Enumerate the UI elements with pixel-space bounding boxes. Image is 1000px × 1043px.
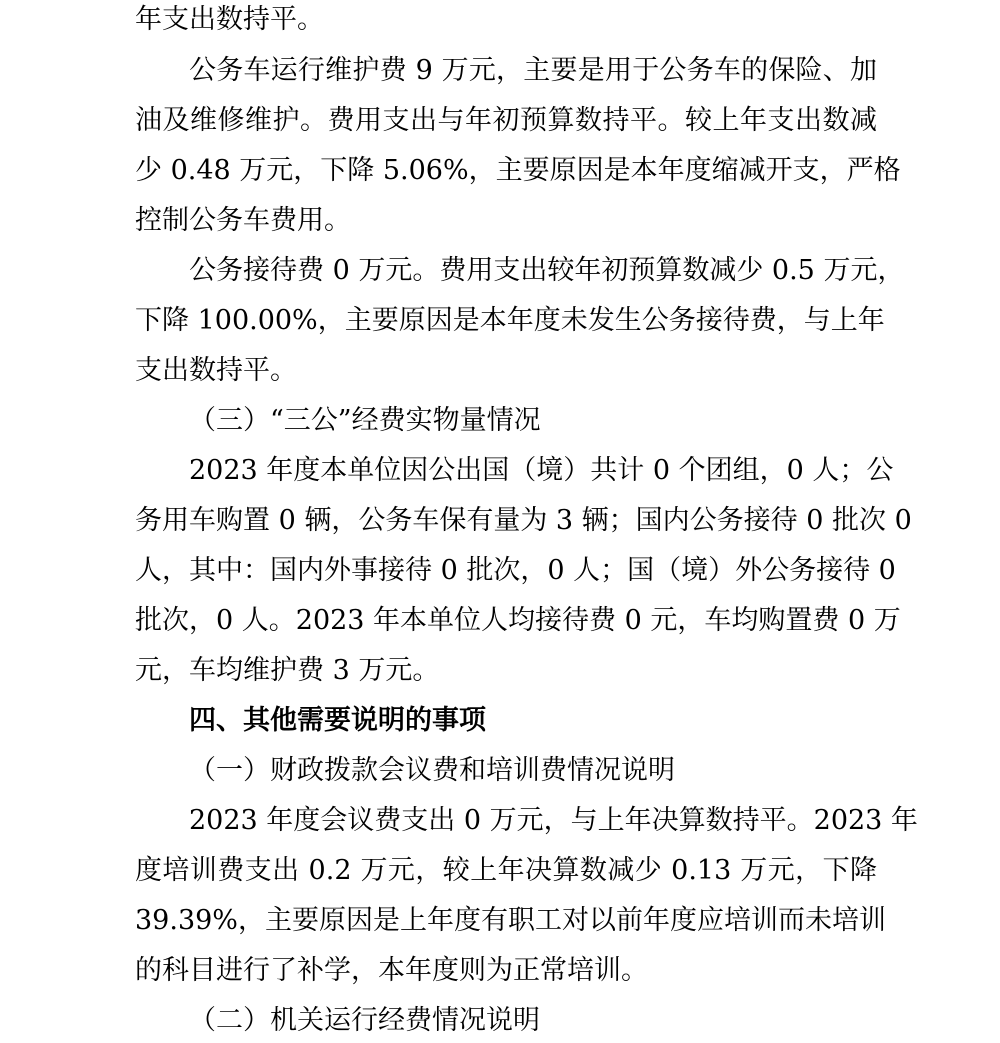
paragraph-line: 人，其中：国内外事接待 0 批次，0 人；国（境）外公务接待 0	[135, 555, 896, 586]
paragraph-line: 公务车运行维护费 9 万元，主要是用于公务车的保险、加	[189, 55, 877, 86]
paragraph-line: 的科目进行了补学，本年度则为正常培训。	[135, 955, 648, 986]
section-heading-3: （二）机关运行经费情况说明	[189, 1005, 540, 1036]
section-heading-3: （一）财政拨款会议费和培训费情况说明	[189, 755, 675, 786]
paragraph-line: 年支出数持平。	[135, 4, 324, 35]
paragraph-line: 少 0.48 万元，下降 5.06%，主要原因是本年度缩减开支，严格	[135, 155, 901, 186]
paragraph-line: 39.39%，主要原因是上年度有职工对以前年度应培训而未培训	[135, 905, 886, 936]
paragraph-line: 油及维修维护。费用支出与年初预算数持平。较上年支出数减	[135, 105, 877, 136]
paragraph-line: 公务接待费 0 万元。费用支出较年初预算数减少 0.5 万元，	[189, 255, 905, 286]
paragraph-line: 支出数持平。	[135, 355, 297, 386]
paragraph-line: 2023 年度本单位因公出国（境）共计 0 个团组，0 人；公	[189, 455, 894, 486]
section-heading-2: 四、其他需要说明的事项	[189, 705, 486, 736]
paragraph-line: 度培训费支出 0.2 万元，较上年决算数减少 0.13 万元，下降	[135, 855, 877, 886]
paragraph-line: 下降 100.00%，主要原因是本年度未发生公务接待费，与上年	[135, 305, 885, 336]
paragraph-line: 元，车均维护费 3 万元。	[135, 655, 440, 686]
paragraph-line: 2023 年度会议费支出 0 万元，与上年决算数持平。2023 年	[189, 805, 918, 836]
section-heading-3: （三）“三公”经费实物量情况	[189, 405, 541, 436]
paragraph-line: 控制公务车费用。	[135, 205, 351, 236]
paragraph-line: 批次，0 人。2023 年本单位人均接待费 0 元，车均购置费 0 万	[135, 605, 901, 636]
paragraph-line: 务用车购置 0 辆，公务车保有量为 3 辆；国内公务接待 0 批次 0	[135, 505, 912, 536]
